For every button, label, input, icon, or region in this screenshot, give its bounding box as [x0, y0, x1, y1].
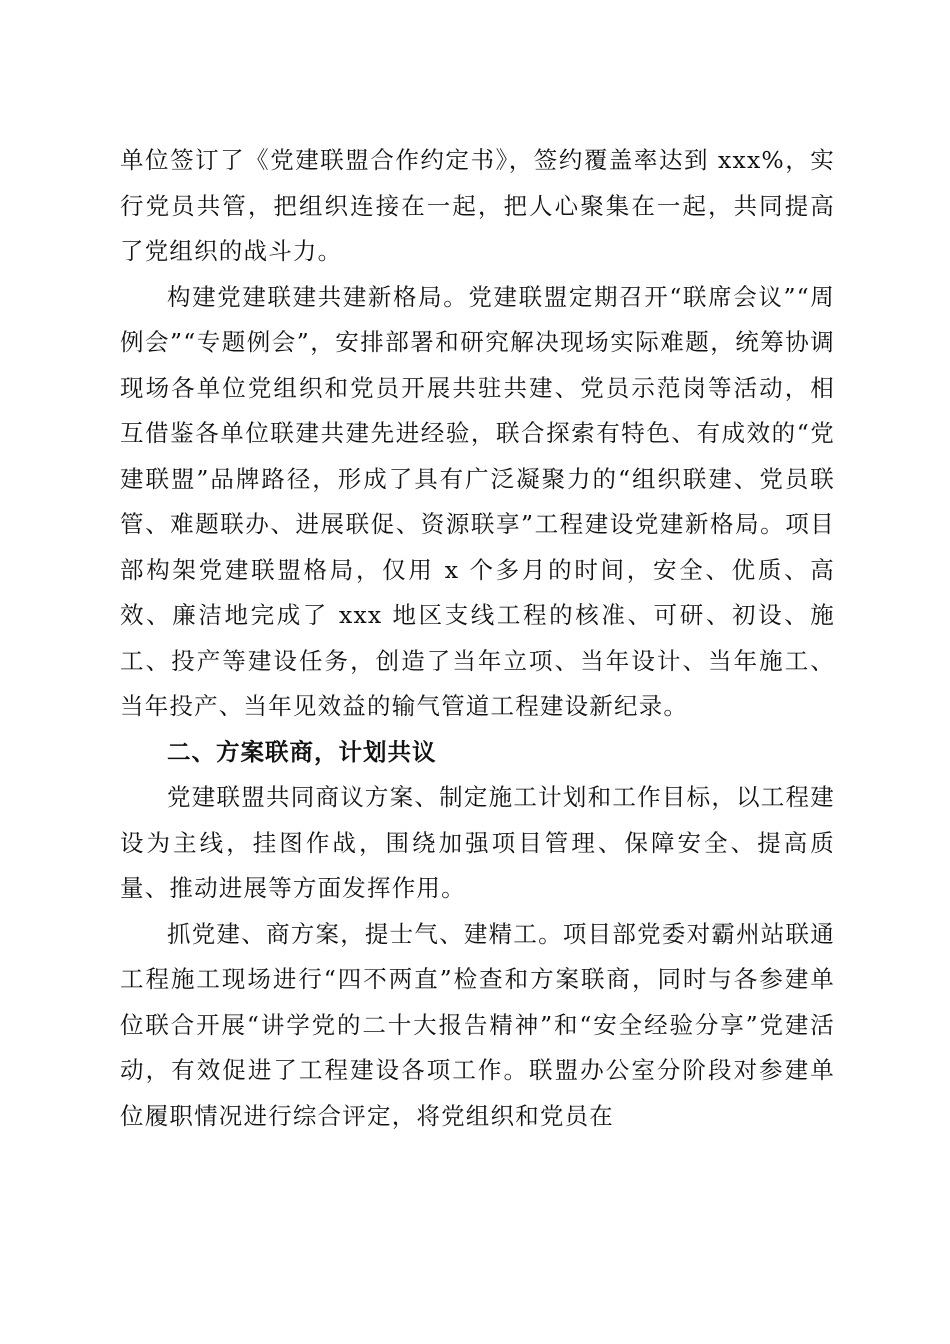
paragraph-plan-discussion: 党建联盟共同商议方案、制定施工计划和工作目标，以工程建设为主线，挂图作战，围绕加强项目管理、保障安全、提高质量、推动进展等方面发挥作用。	[120, 783, 835, 902]
paragraph-continuation: 单位签订了《党建联盟合作约定书》，签约覆盖率达到 xxx%，实行党员共管，把组织连接在一起，把人心聚集在一起，共同提高了党组织的战斗力。	[120, 146, 835, 265]
paragraph-party-building: 抓党建、商方案，提士气、建精工。项目部党委对霸州站联通工程施工现场进行“四不两直”检查和方案联商，同时与各参建单位联合开展“讲学党的二十大报告精神”和“安全经验分享”党建活动，有效促进了工程建设各项工作。联盟办公室分阶段对参建单位履职情况进行综合评定，将党组织和党员在	[120, 919, 835, 1130]
paragraph-new-pattern: 构建党建联建共建新格局。党建联盟定期召开“联席会议”“周例会”“专题例会”，安排部署和研究解决现场实际难题，统筹协调现场各单位党组织和党员开展共驻共建、党员示范岗等活动，相互借鉴各单位联建共建先进经验，联合探索有特色、有成效的“党建联盟”品牌路径，形成了具有广泛凝聚力的“组织联建、党员联管、难题联办、进展联促、资源联享”工程建设党建新格局。项目部构架党建联盟格局，仅用 x 个多月的时间，安全、优质、高效、廉洁地完成了 xxx 地区支线工程的核准、可研、初设、施工、投产等建设任务，创造了当年立项、当年设计、当年施工、当年投产、当年见效益的输气管道工程建设新纪录。	[120, 282, 835, 720]
section-heading: 二、方案联商，计划共议	[167, 737, 437, 766]
document-body	[120, 138, 835, 1139]
